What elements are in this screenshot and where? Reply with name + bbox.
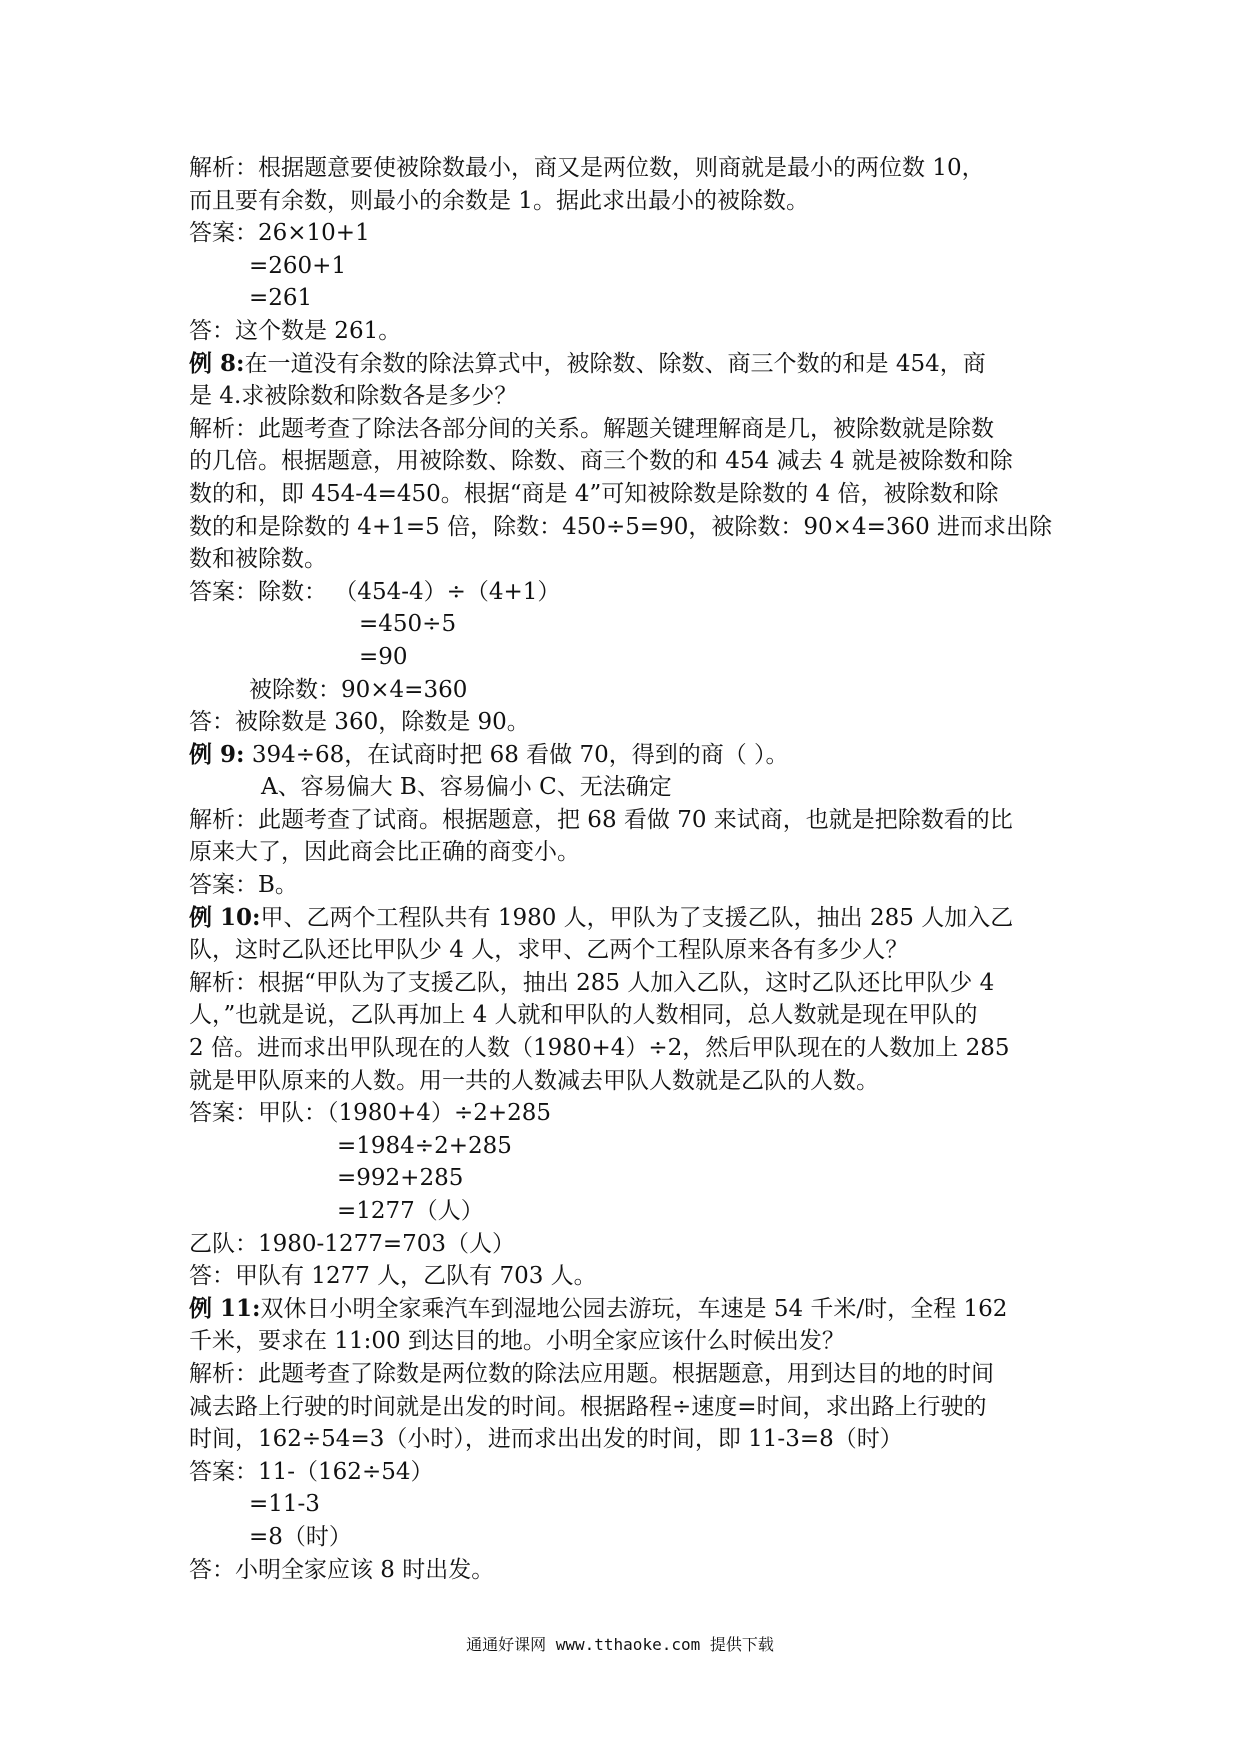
answer-line: 答案：11-（162÷54） bbox=[189, 1458, 434, 1485]
conclusion-line: 答：这个数是 261。 bbox=[189, 317, 402, 344]
text-line: 的几倍。根据题意，用被除数、除数、商三个数的和 454 减去 4 就是被除数和除 bbox=[189, 448, 1013, 475]
answer-step: =261 bbox=[249, 285, 313, 312]
conclusion-line: 答：被除数是 360，除数是 90。 bbox=[189, 709, 530, 736]
answer-line: 答案：除数： （454-4）÷（4+1） bbox=[189, 578, 561, 605]
text-line: 就是甲队原来的人数。用一共的人数减去甲队人数就是乙队的人数。 bbox=[189, 1067, 879, 1094]
text-line: 数的和是除数的 4+1=5 倍，除数：450÷5=90，被除数：90×4=360 进而求出除 bbox=[189, 513, 1053, 540]
text-line: 而且要有余数，则最小的余数是 1。据此求出最小的被除数。 bbox=[189, 187, 809, 214]
conclusion-line: 答：甲队有 1277 人，乙队有 703 人。 bbox=[189, 1263, 597, 1290]
text-line: 数和被除数。 bbox=[189, 546, 327, 573]
example-11-heading: 例 11:双休日小明全家乘汽车到湿地公园去游玩，车速是 54 千米/时，全程 162 bbox=[189, 1294, 1008, 1322]
answer-step: =90 bbox=[359, 643, 408, 670]
example-label: 例 9: bbox=[189, 740, 245, 768]
example-9-heading: 例 9: 394÷68，在试商时把 68 看做 70，得到的商（ ）。 bbox=[189, 740, 789, 768]
text-line: 2 倍。进而求出甲队现在的人数（1980+4）÷2，然后甲队现在的人数加上 285 bbox=[189, 1035, 1010, 1062]
text-line: 减去路上行驶的时间就是出发的时间。根据路程÷速度=时间，求出路上行驶的 bbox=[189, 1393, 987, 1420]
answer-step: 被除数：90×4=360 bbox=[249, 676, 468, 703]
answer-step: =8（时） bbox=[249, 1523, 352, 1550]
document-body bbox=[189, 152, 1069, 1586]
text-line: 千米，要求在 11:00 到达目的地。小明全家应该什么时候出发？ bbox=[189, 1328, 845, 1355]
text-line: 解析：此题考查了试商。根据题意，把 68 看做 70 来试商，也就是把除数看的比 bbox=[189, 806, 1013, 833]
text-line: 解析：根据“甲队为了支援乙队，抽出 285 人加入乙队，这时乙队还比甲队少 4 bbox=[189, 969, 995, 996]
text-line: 解析：根据题意要使被除数最小，商又是两位数，则商就是最小的两位数 10， bbox=[189, 155, 985, 181]
answer-step: =1277（人） bbox=[337, 1198, 484, 1224]
choice-options: A、容易偏大 B、容易偏小 C、无法确定 bbox=[261, 774, 672, 801]
answer-step: =1984÷2+285 bbox=[337, 1132, 512, 1159]
text-line: 解析：此题考查了除法各部分间的关系。解题关键理解商是几，被除数就是除数 bbox=[189, 415, 994, 442]
example-8-heading: 例 8:在一道没有余数的除法算式中，被除数、除数、商三个数的和是 454，商 bbox=[189, 349, 986, 377]
answer-step: =260+1 bbox=[249, 252, 347, 279]
example-label: 例 11: bbox=[189, 1294, 261, 1322]
text-line: 人，”也就是说，乙队再加上 4 人就和甲队的人数相同，总人数就是现在甲队的 bbox=[189, 1002, 978, 1029]
example-label: 例 8: bbox=[189, 349, 245, 377]
text-line: 数的和，即 454-4=450。根据“商是 4”可知被除数是除数的 4 倍，被除数和除 bbox=[189, 480, 999, 507]
text-line: 解析：此题考查了除数是两位数的除法应用题。根据题意，用到达目的地的时间 bbox=[189, 1360, 994, 1387]
page-footer: 通通好课网 www.tthaoke.com 提供下载 bbox=[466, 1635, 774, 1654]
answer-step: 乙队：1980-1277=703（人） bbox=[189, 1230, 516, 1257]
text-line: 原来大了，因此商会比正确的商变小。 bbox=[189, 839, 580, 866]
answer-step: =450÷5 bbox=[359, 611, 457, 638]
answer-step: =11-3 bbox=[249, 1491, 320, 1518]
text-line: 是 4.求被除数和除数各是多少？ bbox=[189, 383, 518, 410]
answer-line: 答案：B。 bbox=[189, 872, 298, 899]
text-line: 时间，162÷54=3（小时），进而求出出发的时间，即 11-3=8（时） bbox=[189, 1426, 903, 1453]
example-10-heading: 例 10:甲、乙两个工程队共有 1980 人，甲队为了支援乙队，抽出 285 人加入乙 bbox=[189, 903, 1014, 931]
example-label: 例 10: bbox=[189, 903, 261, 931]
text-line: 队，这时乙队还比甲队少 4 人，求甲、乙两个工程队原来各有多少人？ bbox=[189, 937, 909, 964]
answer-step: =992+285 bbox=[337, 1165, 464, 1192]
answer-line: 答案：甲队：（1980+4）÷2+285 bbox=[189, 1100, 552, 1127]
conclusion-line: 答：小明全家应该 8 时出发。 bbox=[189, 1556, 495, 1583]
answer-line: 答案：26×10+1 bbox=[189, 220, 370, 247]
